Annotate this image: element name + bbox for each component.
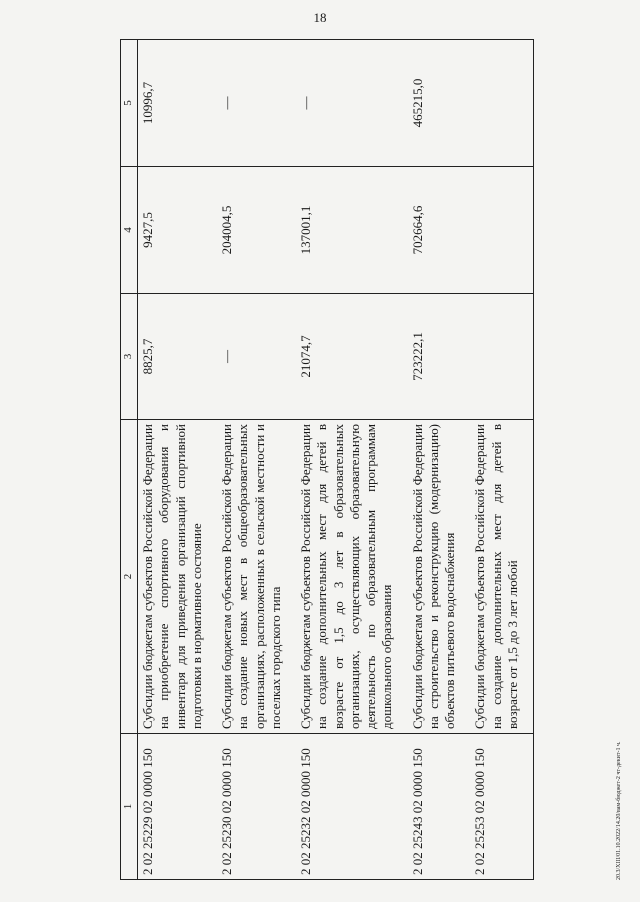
value-col4	[470, 167, 533, 294]
value-col3: —	[217, 294, 296, 420]
row-description: Субсидии бюджетам субъектов Российской Федерации на приобретение спортивного оборудования и инвентаря для приведения организаций спортивной подготовки в нормативное состояние	[138, 420, 218, 734]
page-number: 18	[313, 10, 327, 25]
column-header-4: 4	[121, 167, 138, 294]
value-col3	[470, 294, 533, 420]
value-col5: 10996,7	[138, 40, 218, 167]
value-col4: 9427,5	[138, 167, 218, 294]
budget-code: 2 02 25243 02 0000 150	[408, 734, 471, 880]
table-row	[470, 40, 533, 880]
row-description: Субсидии бюджетам субъектов Российской Федерации на создание новых мест в общеобразовательных организациях, расположенных в сельской местности и поселках городского типа	[217, 420, 296, 734]
column-header-5: 5	[121, 40, 138, 167]
table-row	[408, 40, 471, 880]
value-col3: 21074,7	[296, 294, 408, 420]
table-row	[138, 40, 218, 880]
budget-code: 2 02 25229 02 0000 150	[138, 734, 218, 880]
column-header-2: 2	[121, 420, 138, 734]
value-col3: 723222,1	[408, 294, 471, 420]
table-row	[296, 40, 408, 880]
value-col4: 137001,1	[296, 167, 408, 294]
row-description: Субсидии бюджетам субъектов Российской Федерации на создание дополнительных мест для детей в возрасте от 1,5 до 3 лет любой	[470, 420, 533, 734]
value-col4: 702664,6	[408, 167, 471, 294]
value-col5: 465215,0	[408, 40, 471, 167]
value-col5: —	[217, 40, 296, 167]
budget-table	[120, 39, 534, 880]
column-header-3: 3	[121, 294, 138, 420]
value-col5	[470, 40, 533, 167]
value-col4: 204004,5	[217, 167, 296, 294]
table-header-row	[121, 40, 138, 880]
budget-code: 2 02 25230 02 0000 150	[217, 734, 296, 880]
value-col5: —	[296, 40, 408, 167]
value-col3: 8825,7	[138, 294, 218, 420]
column-header-1: 1	[121, 734, 138, 880]
budget-table-rotated	[120, 40, 616, 880]
row-description: Субсидии бюджетам субъектов Российской Федерации на строительство и реконструкцию (модернизацию) объектов питьевого водоснабжения	[408, 420, 471, 734]
budget-code: 2 02 25253 02 0000 150	[470, 734, 533, 880]
row-description: Субсидии бюджетам субъектов Российской Федерации на создание дополнительных мест для детей в возрасте от 1,5 до 3 лет в образовательных организациях, осуществляющих образовательную деятельность по образовательным программам дошкольного образования	[296, 420, 408, 734]
budget-code: 2 02 25232 02 0000 150	[296, 734, 408, 880]
document-footer-note: 20.3/XIII/01.10.2022/14.20/вам-бюджет-2 чт-декит-1 ч.	[616, 741, 622, 880]
table-row	[217, 40, 296, 880]
